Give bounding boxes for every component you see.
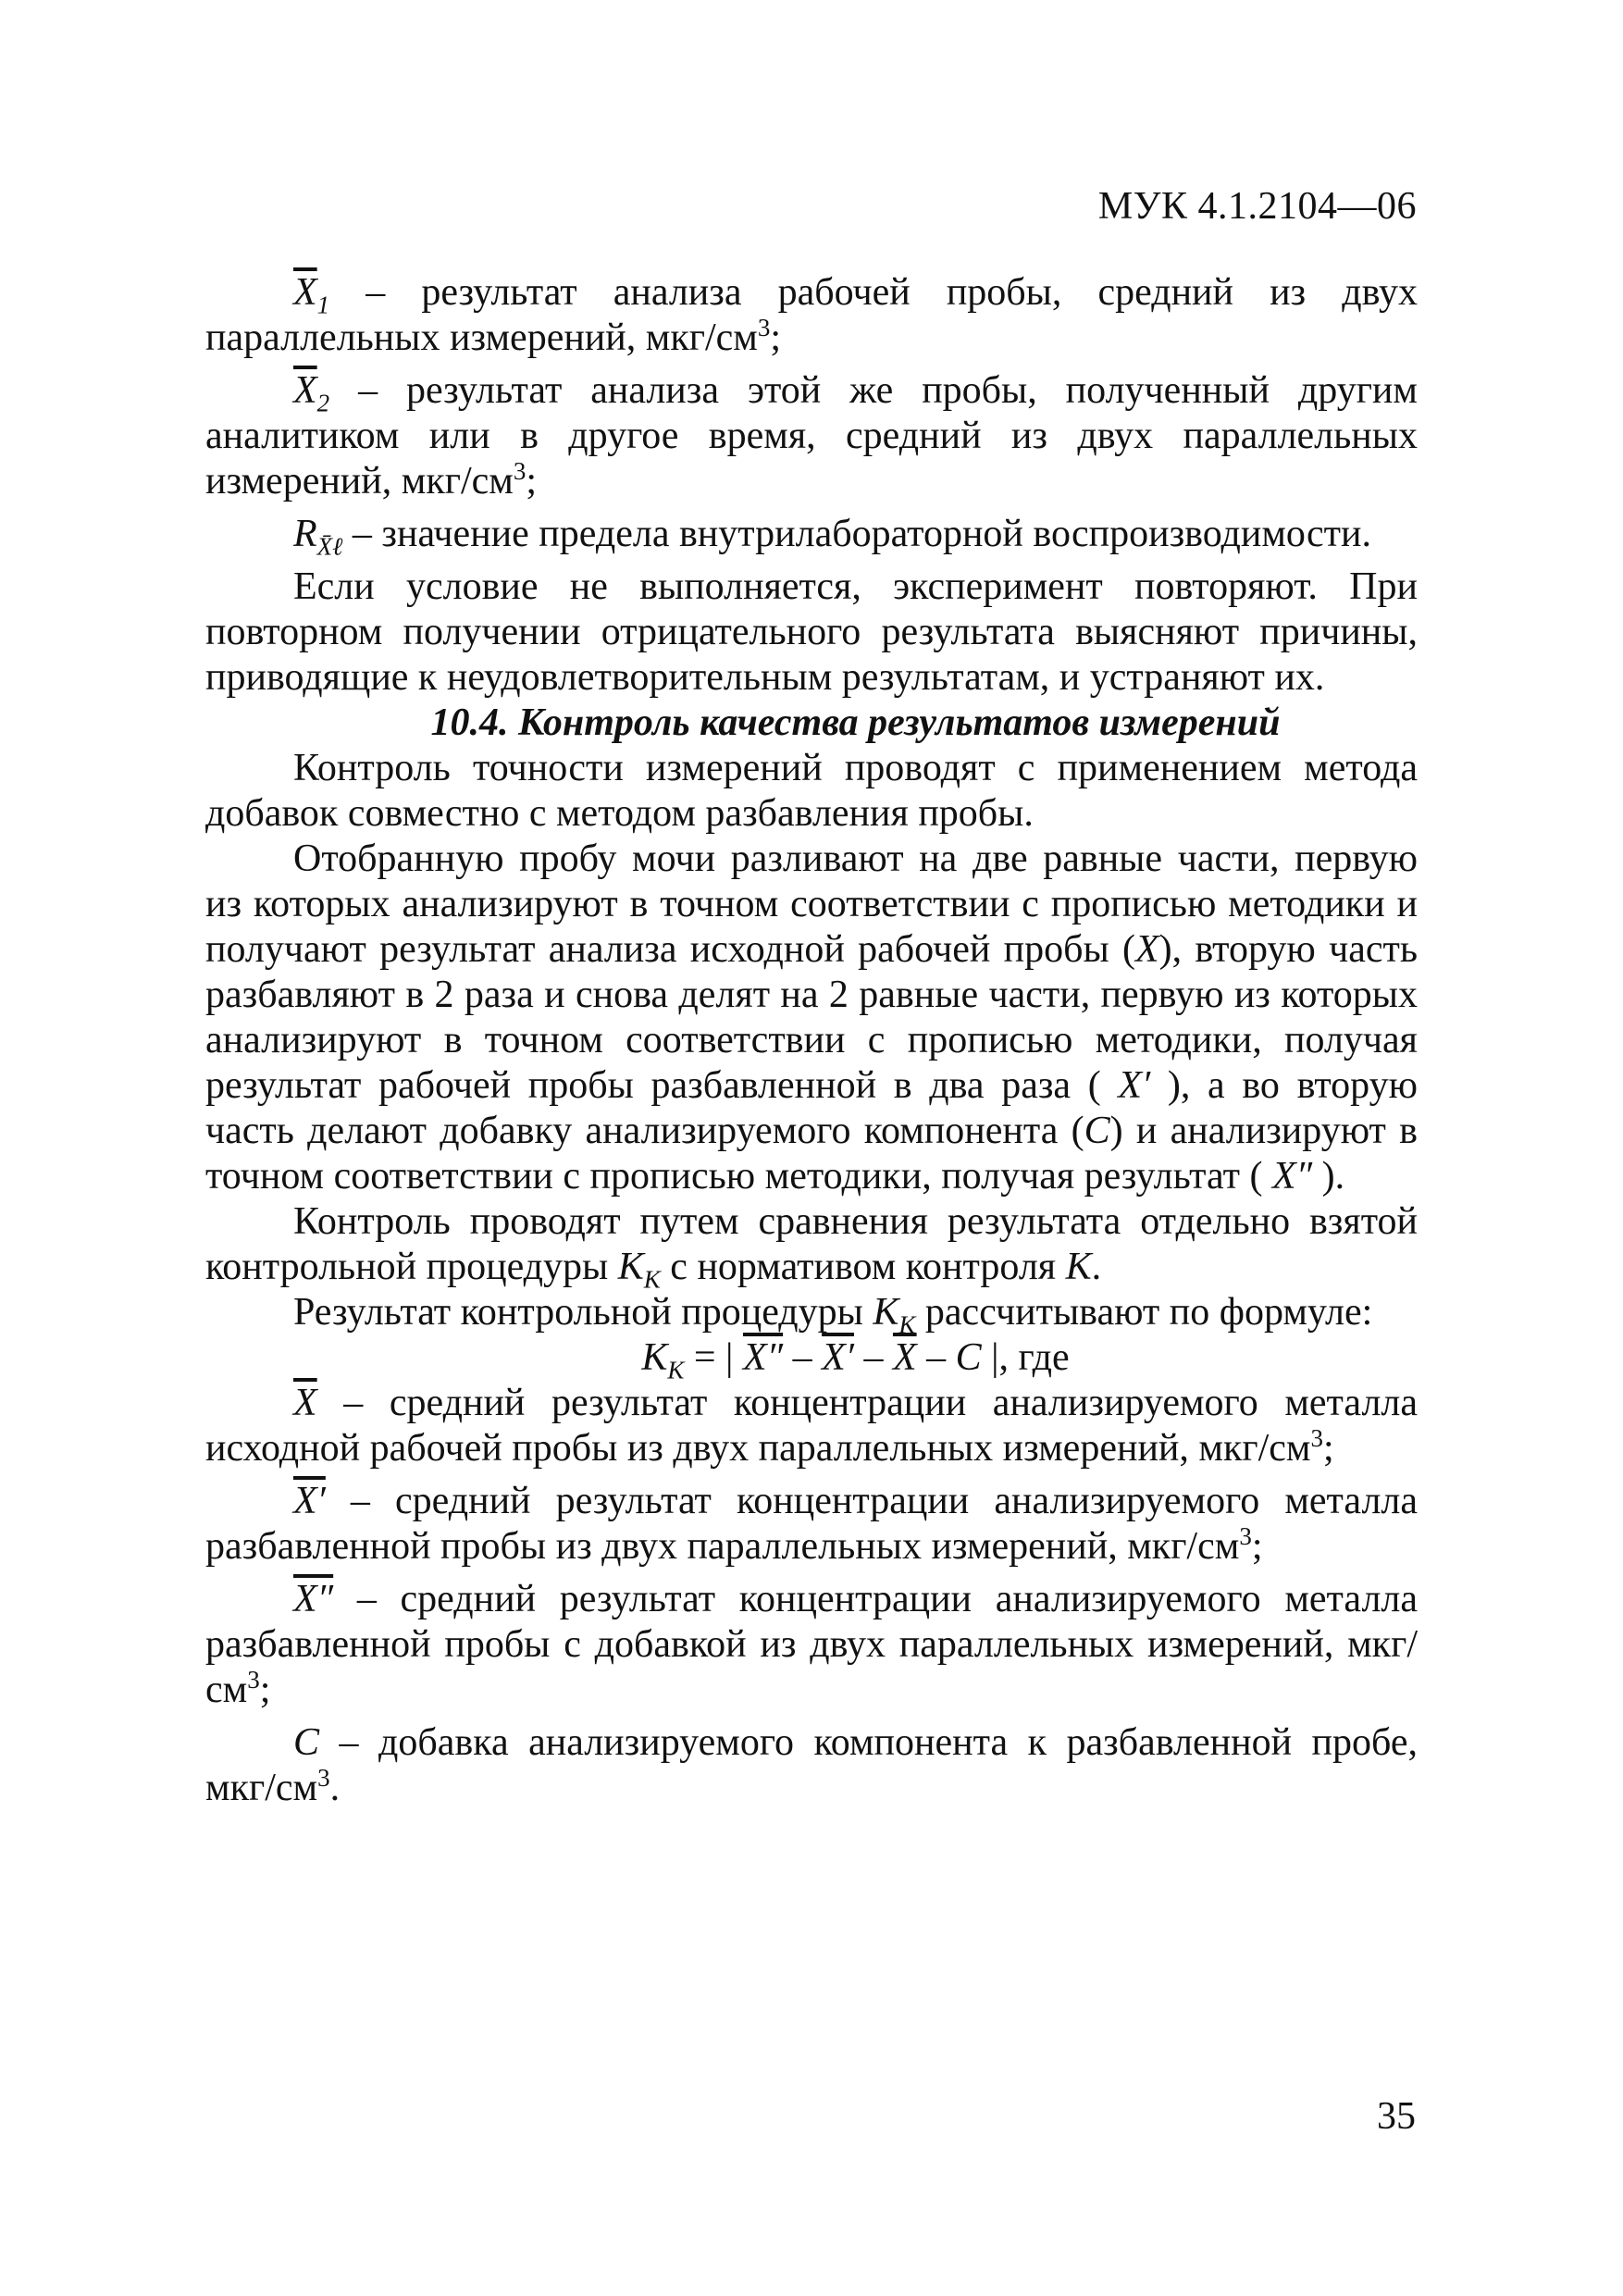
symbol-x-double-prime-bar: X″: [293, 1578, 334, 1620]
symbol-x-double-prime-bar: X″: [742, 1336, 784, 1379]
document-code-header: МУК 4.1.2104—06: [1097, 185, 1417, 228]
symbol-x-bar: $\overline{X}$: [892, 1336, 917, 1379]
superscript-3: 3: [1310, 1424, 1323, 1452]
symbol-k: K: [641, 1336, 668, 1379]
symbol-x-prime: X′: [1118, 1064, 1151, 1107]
control-formula: $K_K$ = | $X'' - X' - \overline{X}$ – C |, где: [641, 1336, 1070, 1384]
symbol-r: R: [293, 513, 317, 555]
definition-x-mean: $\overline{X}$ – средний результат концентрации анализируемого металла исходной рабочей пробы из двух параллельных измерений, мкг/$см^3$;: [205, 1382, 1418, 1470]
symbol-x: X: [1134, 928, 1159, 971]
definition-x2-text: – результат анализа этой же пробы, полученный другим аналитиком или в другое время, средний из двух параллельных измерений, мкг/см: [205, 369, 1418, 503]
paragraph-sample-procedure: Отобранную пробу мочи разливают на две равные части, первую из которых анализируют в точном соответствии с прописью методики и получают результат анализа исходной рабочей пробы (X), вторую часть разбавляют в 2 раза и снова делят на 2 равные части, первую из которых анализируют в точном соответствии с прописью методики, получая результат рабочей пробы разбавленной в два раза ( X′ ), а во вторую часть делают добавку анализируемого компонента (C) и анализируют в точном соответствии с прописью методики, получая результат ( X″ ).: [205, 838, 1418, 1198]
definition-x-double-prime-mean: X″ – средний результат концентрации анализируемого металла разбавленной пробы с добавкой из двух параллельных измерений, мкг/$см^3$;: [205, 1578, 1418, 1711]
definition-x1: [205, 270, 1418, 361]
definition-r-text: – значение предела внутрилабораторной воспроизводимости.: [342, 513, 1371, 555]
subscript-k: K: [643, 1265, 661, 1294]
page-number: 35: [1377, 2095, 1416, 2138]
symbol-x-prime-bar: X′: [822, 1336, 854, 1379]
symbol-x-bar: $\overline{X}$: [293, 271, 317, 314]
definition-x2: [205, 368, 1418, 504]
subscript-2: 2: [316, 389, 330, 417]
subscript-1: 1: [316, 291, 330, 319]
subscript-x-l: X̄ℓ: [316, 532, 343, 561]
symbol-c: C: [293, 1721, 320, 1764]
section-heading: 10.4. Контроль качества результатов измерений: [430, 701, 1281, 744]
paragraph-formula-intro: Результат контрольной процедуры $K_K$ рассчитывают по формуле:: [293, 1291, 1373, 1339]
symbol-x-bar: $\overline{X}$: [293, 369, 317, 412]
paragraph-accuracy-control: Контроль точности измерений проводят с применением метода добавок совместно с методом разбавления пробы.: [205, 747, 1418, 835]
semicolon: ;: [526, 460, 538, 503]
definition-c-addition: C – добавка анализируемого компонента к разбавленной пробе, мкг/$см^3$.: [205, 1721, 1418, 1809]
symbol-x-prime-bar: X′: [293, 1480, 326, 1522]
superscript-3: 3: [757, 314, 771, 341]
superscript-3: 3: [247, 1666, 260, 1694]
superscript-3: 3: [1239, 1522, 1252, 1550]
superscript-3: 3: [317, 1764, 330, 1792]
symbol-k: K: [873, 1291, 899, 1334]
symbol-c: C: [1084, 1110, 1110, 1152]
definition-x1-text: – результат анализа рабочей пробы, средний из двух параллельных измерений, мкг/см: [205, 271, 1418, 359]
superscript-3: 3: [513, 457, 527, 485]
paragraph-repeat-experiment: Если условие не выполняется, эксперимент повторяют. При повторном получении отрицательного результата выясняют причины, приводящие к неудовлетворительным результатам, и устраняют их.: [205, 565, 1418, 699]
subscript-k: K: [667, 1356, 685, 1384]
page-body: [205, 270, 1418, 1818]
subscript-k: K: [898, 1310, 916, 1339]
semicolon: ;: [770, 316, 782, 359]
definition-r: [205, 512, 1418, 561]
symbol-c: C: [955, 1336, 982, 1379]
definition-x-prime-mean: X′ – средний результат концентрации анализируемого металла разбавленной пробы из двух параллельных измерений, мкг/$см^3$;: [205, 1480, 1418, 1568]
symbol-k: K: [1065, 1246, 1092, 1288]
paragraph-control-comparison: Контроль проводят путем сравнения результата отдельно взятой контрольной процедуры $K_K$ с нормативом контроля K.: [205, 1200, 1418, 1294]
symbol-x-double-prime: X″: [1271, 1155, 1313, 1198]
symbol-k: K: [617, 1246, 644, 1288]
symbol-x-bar: $\overline{X}$: [293, 1382, 317, 1424]
